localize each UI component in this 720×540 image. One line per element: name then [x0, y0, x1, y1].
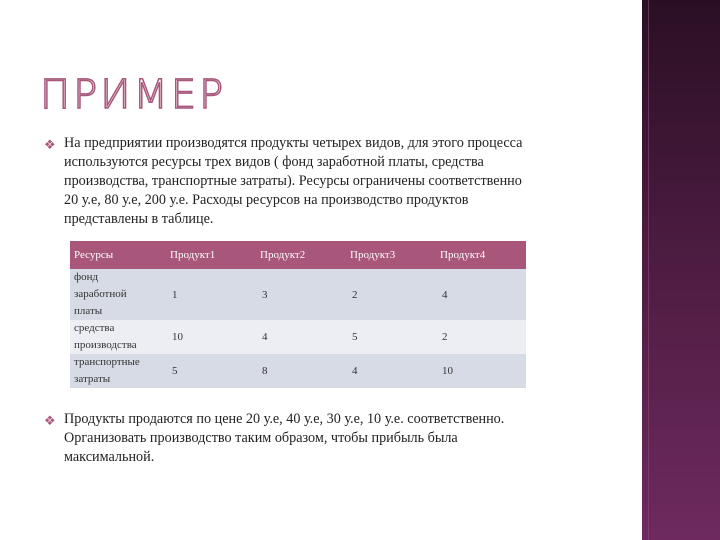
table-row — [70, 320, 526, 354]
table-cell: 4 — [436, 269, 526, 320]
bullet-icon: ❖ — [44, 413, 56, 428]
text-line: Организовать производство таким образом, чтобы прибыль была — [64, 430, 458, 446]
text-line: 20 у.е, 80 у.е, 200 у.е. Расходы ресурсов на производство продуктов — [64, 192, 469, 208]
label-line: затраты — [74, 373, 111, 385]
table-cell: 5 — [166, 354, 256, 388]
text-line: производства, транспортные затраты). Ресурсы ограничены соответственно — [64, 173, 522, 189]
band-line — [648, 0, 649, 540]
text-line: Продукты продаются по цене 20 у.е, 40 у.е, 30 у.е, 10 у.е. соответственно. — [64, 411, 505, 427]
table-cell: 2 — [436, 320, 526, 354]
label-line: заработной — [74, 288, 127, 300]
table-row — [70, 269, 526, 320]
table-row — [70, 354, 526, 388]
intro-paragraph — [64, 134, 522, 229]
row-label — [70, 354, 166, 388]
label-line: транспортные — [74, 356, 140, 368]
header-cell: Продукт3 — [346, 241, 436, 269]
bullet-icon: ❖ — [44, 137, 56, 152]
table-cell: 5 — [346, 320, 436, 354]
decorative-side-band — [642, 0, 720, 540]
table-cell: 8 — [256, 354, 346, 388]
resource-table — [70, 241, 526, 388]
table-header-row — [70, 241, 526, 269]
table-cell: 10 — [436, 354, 526, 388]
header-cell: Продукт2 — [256, 241, 346, 269]
label-line: производства — [74, 339, 137, 351]
page-title: ПРИМЕР — [40, 72, 227, 118]
header-cell: Ресурсы — [70, 241, 166, 269]
header-cell: Продукт1 — [166, 241, 256, 269]
label-line: платы — [74, 305, 103, 317]
row-label — [70, 320, 166, 354]
table-cell: 3 — [256, 269, 346, 320]
text-line: представлены в таблице. — [64, 211, 214, 227]
text-line: На предприятии производятся продукты четырех видов, для этого процесса — [64, 135, 523, 151]
table-cell: 10 — [166, 320, 256, 354]
table-cell: 2 — [346, 269, 436, 320]
label-line: средства — [74, 322, 115, 334]
table-cell: 4 — [256, 320, 346, 354]
text-line: используются ресурсы трех видов ( фонд заработной платы, средства — [64, 154, 484, 170]
label-line: фонд — [74, 271, 99, 283]
conclusion-paragraph — [64, 410, 504, 467]
text-line: максимальной. — [64, 449, 155, 465]
table-cell: 1 — [166, 269, 256, 320]
row-label — [70, 269, 166, 320]
header-cell: Продукт4 — [436, 241, 526, 269]
table-cell: 4 — [346, 354, 436, 388]
